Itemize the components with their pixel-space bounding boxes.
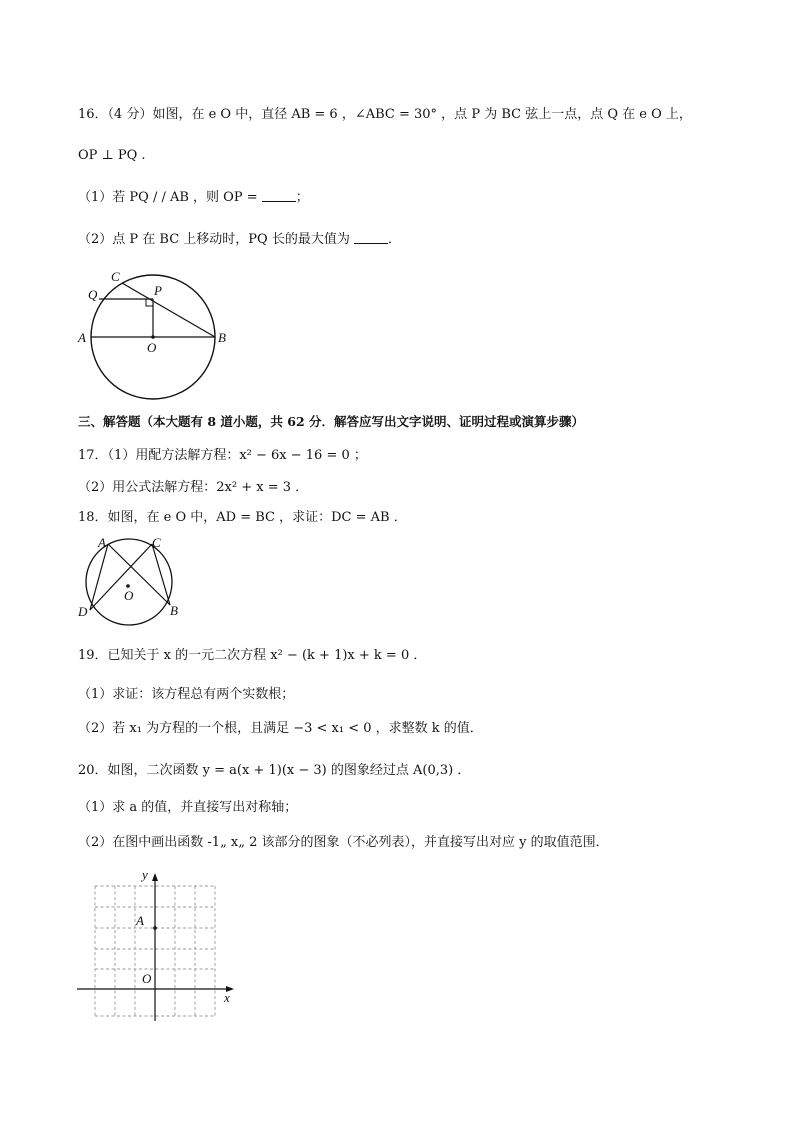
q16-circle-figure [70,262,240,404]
q20-stem: 20．如图，二次函数 y = a(x + 1)(x − 3) 的图象经过点 A(0,3) ． [78,763,471,778]
label-O: O [142,971,152,986]
section-heading: 三、解答题（本大题有 8 道小题，共 62 分．解答应写出文字说明、证明过程或演算步骤） [78,414,585,429]
q16-part1 [78,189,309,207]
q18-stem: 18．如图，在 e O 中，AD = BC ，求证：DC = AB ． [78,510,407,525]
q16-part2-text: （2）点 P 在 BC 上移动时，PQ 长的最大值为 [78,232,350,247]
q16-condition: OP ⊥ PQ . [78,148,146,163]
q16-part2 [78,231,401,249]
label-A: A [98,535,106,550]
q20-part2: （2）在图中画出函数 -1„ x„ 2 该部分的图象（不必列表），并直接写出对应 y 的取值范围． [78,835,609,850]
q17-part1: 17．（1）用配方法解方程：x² − 6x − 16 = 0 ； [78,448,367,463]
q19-stem: 19．已知关于 x 的一元二次方程 x² − (k + 1)x + k = 0 ． [78,648,427,663]
q17-part2: （2）用公式法解方程：2x² + x = 3 ． [78,480,309,495]
label-B: B [218,330,226,345]
answer-blank [262,189,296,202]
q19-part1: （1）求证：该方程总有两个实数根； [78,687,295,702]
q16-stem: 16．（4 分）如图，在 e O 中，直径 AB = 6 ，∠ABC = 30° ，点 P 为 BC 弦上一点，点 Q 在 e O 上， [78,107,692,122]
label-O: O [147,340,157,355]
label-P: P [154,283,162,298]
q19-part2: （2）若 x₁ 为方程的一个根，且满足 −3 < x₁ < 0 ，求整数 k 的值． [78,721,483,736]
answer-blank [354,231,388,244]
q16-part1-text: （1）若 PQ / / AB ，则 OP = [78,190,258,205]
q16-part1-end: ； [295,190,309,205]
label-O: O [124,588,134,603]
label-C: C [152,535,161,550]
label-A: A [136,913,144,928]
label-D: D [78,604,88,619]
label-A: A [78,330,86,345]
q16-part2-end: ． [387,232,401,247]
q20-part1: （1）求 a 的值，并直接写出对称轴； [78,800,298,815]
label-Q: Q [88,287,98,302]
q18-circle-figure [74,534,190,628]
q20-coordinate-grid [72,866,242,1026]
label-y: y [142,867,148,882]
label-C: C [111,269,120,284]
label-B: B [170,603,178,618]
label-x: x [224,990,230,1005]
